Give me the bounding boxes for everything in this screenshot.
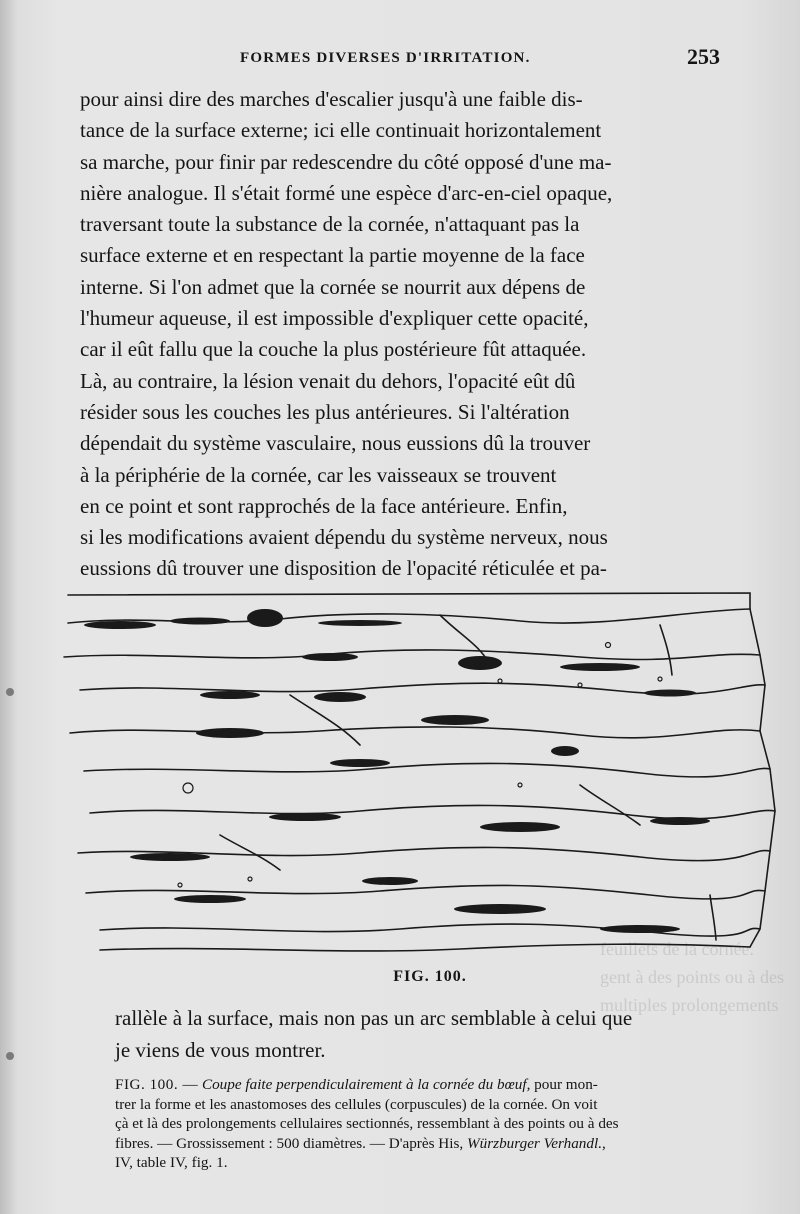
caption-line: IV, table IV, fig. 1. [115,1154,228,1172]
text-line: tance de la surface externe; ici elle continuait horizontalement [80,118,602,143]
text-line: car il eût fallu que la couche la plus postérieure fût attaquée. [80,337,587,362]
caption-line: FIG. 100. — Coupe faite perpendiculairement à la cornée du bœuf, pour mon- [115,1076,598,1093]
page-number: 253 [687,44,720,69]
text-line: traversant toute la substance de la cornée, n'attaquant pas la [80,212,580,237]
text-line: Là, au contraire, la lésion venait du dehors, l'opacité eût dû [80,368,576,393]
bleed-through-text: feuillets de la cornée. gent à des points ou à des multiples prolongements [600,939,784,1015]
text-line: résider sous les couches les plus antérieures. Si l'altération [80,399,570,424]
figure-label: FIG. 100. [393,968,467,985]
text-line: surface externe et en respectant la partie moyenne de la face [80,243,585,268]
text-line: sa marche, pour finir par redescendre du côté opposé d'une ma- [80,149,612,174]
text-line: en ce point et sont rapprochés de la face antérieure. Enfin, [80,493,568,518]
figure-illustration [60,585,795,960]
continuation-paragraph [115,1003,765,1066]
caption-source: Würzburger Verhandl. [467,1134,603,1152]
text-line: interne. Si l'on admet que la cornée se nourrit aux dépens de [80,274,586,299]
cornea-section-engraving [60,585,795,960]
text-line: à la périphérie de la cornée, car les vaisseaux se trouvent [80,462,557,487]
caption-title: Coupe faite perpendiculairement à la cornée du bœuf, [201,1076,531,1093]
margin-mark [6,1052,14,1060]
text-line: dépendait du système vasculaire, nous eussions dû la trouver [80,431,591,456]
caption-line: fibres. — Grossissement : 500 diamètres. — D'après His, Würzburger Verhandl., [115,1134,606,1152]
running-title: FORMES DIVERSES D'IRRITATION. [240,50,531,66]
text-line: nière analogue. Il s'était formé une espèce d'arc-en-ciel opaque, [80,180,613,205]
body-paragraph [80,84,725,585]
caption-line: trer la forme et les anastomoses des cellules (corpuscules) de la cornée. On voit [115,1095,598,1113]
caption-line: çà et là des prolongements cellulaires sectionnés, ressemblant à des points ou à des [115,1115,619,1133]
page-header [80,44,720,74]
text-line: si les modifications avaient dépendu du système nerveux, nous [80,525,608,550]
text-line: rallèle à la surface, mais non pas un arc semblable à celui que [115,1006,633,1030]
text-line: l'humeur aqueuse, il est impossible d'expliquer cette opacité, [80,306,589,331]
text-line: je viens de vous montrer. [115,1037,326,1062]
figure-caption [115,1075,767,1173]
caption-lead: FIG. 100. — [115,1076,199,1093]
margin-mark [6,688,14,696]
text-line: eussions dû trouver une disposition de l'opacité réticulée et pa- [80,556,607,581]
text-line: pour ainsi dire des marches d'escalier jusqu'à une faible dis- [80,87,583,111]
